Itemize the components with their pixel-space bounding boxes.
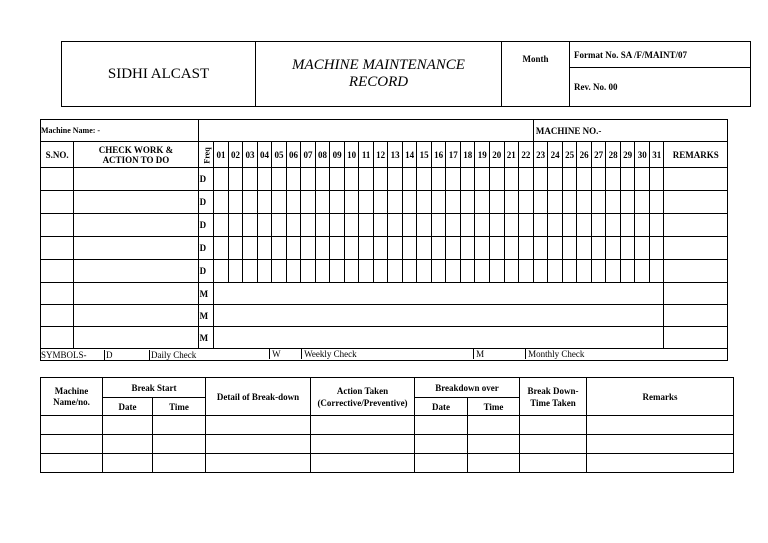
day-check-cell[interactable] <box>519 191 534 214</box>
day-check-cell[interactable] <box>402 214 417 237</box>
action-taken-header <box>311 378 415 416</box>
day-check-cell[interactable] <box>446 237 461 260</box>
day-check-cell[interactable] <box>577 214 592 237</box>
day-check-cell[interactable] <box>431 214 446 237</box>
remarks-header: REMARKS <box>664 142 728 168</box>
day-check-cell[interactable] <box>649 260 664 283</box>
break-start-date-header: Date <box>103 398 153 416</box>
day-check-cell[interactable] <box>635 191 650 214</box>
day-check-cell[interactable] <box>272 168 287 191</box>
sno-cell[interactable] <box>41 168 74 191</box>
day-check-cell[interactable] <box>562 168 577 191</box>
day-check-cell[interactable] <box>359 191 374 214</box>
day-check-cell[interactable] <box>228 214 243 237</box>
day-check-cell[interactable] <box>315 260 330 283</box>
day-check-cell[interactable] <box>489 260 504 283</box>
machine-name-header-line2: Name/no. <box>53 396 90 407</box>
day-check-cell[interactable] <box>489 191 504 214</box>
day-check-cell[interactable] <box>460 237 475 260</box>
record-title <box>256 42 502 107</box>
day-header: 16 <box>431 142 446 168</box>
day-check-cell[interactable] <box>243 214 258 237</box>
day-check-cell[interactable] <box>548 237 563 260</box>
day-check-cell[interactable] <box>606 191 621 214</box>
day-check-cell[interactable] <box>315 168 330 191</box>
machine-name-label: Machine Name: - <box>41 120 199 142</box>
remarks-cell[interactable] <box>664 260 728 283</box>
freq-cell: M <box>198 327 214 349</box>
day-check-cell[interactable] <box>591 260 606 283</box>
day-check-cell[interactable] <box>344 214 359 237</box>
day-check-cell[interactable] <box>388 214 403 237</box>
day-check-cell[interactable] <box>344 260 359 283</box>
day-check-cell[interactable] <box>606 168 621 191</box>
day-check-cell[interactable] <box>606 237 621 260</box>
break-start-header: Break Start <box>103 378 206 398</box>
day-check-cell[interactable] <box>257 168 272 191</box>
remarks-cell[interactable] <box>664 283 728 305</box>
day-check-cell[interactable] <box>562 237 577 260</box>
day-check-cell[interactable] <box>402 191 417 214</box>
day-header: 21 <box>504 142 519 168</box>
day-check-cell[interactable] <box>635 168 650 191</box>
day-check-cell[interactable] <box>620 260 635 283</box>
symbol-weekly-check: Weekly Check <box>301 349 357 359</box>
freq-cell: D <box>198 191 214 214</box>
checklist-row <box>41 283 728 305</box>
day-check-cell[interactable] <box>533 260 548 283</box>
freq-cell: D <box>198 214 214 237</box>
day-check-cell[interactable] <box>214 168 229 191</box>
day-check-cell[interactable] <box>620 191 635 214</box>
checklist-row <box>41 237 728 260</box>
day-check-cell[interactable] <box>475 214 490 237</box>
day-check-cell[interactable] <box>519 168 534 191</box>
day-header: 10 <box>344 142 359 168</box>
day-check-cell[interactable] <box>446 214 461 237</box>
day-check-cell[interactable] <box>402 260 417 283</box>
day-check-cell[interactable] <box>301 191 316 214</box>
day-check-cell[interactable] <box>243 168 258 191</box>
day-check-cell[interactable] <box>533 168 548 191</box>
day-header: 01 <box>214 142 229 168</box>
symbols-legend <box>41 349 728 361</box>
day-check-cell[interactable] <box>315 214 330 237</box>
day-header: 22 <box>519 142 534 168</box>
sno-cell[interactable] <box>41 283 74 305</box>
day-check-cell[interactable] <box>475 260 490 283</box>
day-check-cell[interactable] <box>417 237 432 260</box>
day-check-cell[interactable] <box>359 214 374 237</box>
day-check-cell[interactable] <box>620 214 635 237</box>
day-check-cell[interactable] <box>214 191 229 214</box>
monthly-check-cell[interactable] <box>214 305 664 327</box>
day-check-cell[interactable] <box>548 214 563 237</box>
day-check-cell[interactable] <box>257 237 272 260</box>
day-header: 14 <box>402 142 417 168</box>
day-check-cell[interactable] <box>373 260 388 283</box>
day-check-cell[interactable] <box>475 168 490 191</box>
day-check-cell[interactable] <box>519 214 534 237</box>
day-check-cell[interactable] <box>606 260 621 283</box>
day-check-cell[interactable] <box>504 214 519 237</box>
symbols-label: SYMBOLS- <box>41 349 87 360</box>
day-header: 08 <box>315 142 330 168</box>
check-work-cell[interactable] <box>74 305 198 327</box>
action-taken-header-line1: Action Taken <box>336 385 389 396</box>
day-check-cell[interactable] <box>591 168 606 191</box>
day-check-cell[interactable] <box>591 214 606 237</box>
day-check-cell[interactable] <box>577 237 592 260</box>
day-check-cell[interactable] <box>504 237 519 260</box>
day-check-cell[interactable] <box>228 237 243 260</box>
remarks-cell[interactable] <box>664 168 728 191</box>
day-check-cell[interactable] <box>649 214 664 237</box>
check-work-header <box>74 142 198 168</box>
remarks-cell[interactable] <box>664 327 728 349</box>
day-check-cell[interactable] <box>359 237 374 260</box>
day-check-cell[interactable] <box>475 191 490 214</box>
maintenance-checklist <box>40 119 728 361</box>
day-check-cell[interactable] <box>577 191 592 214</box>
day-check-cell[interactable] <box>344 237 359 260</box>
day-check-cell[interactable] <box>286 237 301 260</box>
day-check-cell[interactable] <box>417 260 432 283</box>
day-check-cell[interactable] <box>330 260 345 283</box>
breakdown-row <box>41 435 734 454</box>
day-check-cell[interactable] <box>388 260 403 283</box>
day-check-cell[interactable] <box>460 260 475 283</box>
day-check-cell[interactable] <box>489 214 504 237</box>
month-label: Month <box>502 42 570 107</box>
action-taken-header-line2: (Corrective/Preventive) <box>317 397 408 408</box>
day-header: 19 <box>475 142 490 168</box>
check-work-cell[interactable] <box>74 168 198 191</box>
symbol-d: D <box>106 349 113 360</box>
day-check-cell[interactable] <box>562 191 577 214</box>
check-work-cell[interactable] <box>74 214 198 237</box>
sno-cell[interactable] <box>41 214 74 237</box>
day-check-cell[interactable] <box>214 237 229 260</box>
day-header: 09 <box>330 142 345 168</box>
day-check-cell[interactable] <box>460 214 475 237</box>
remarks-cell[interactable] <box>664 214 728 237</box>
day-check-cell[interactable] <box>330 191 345 214</box>
day-header: 24 <box>548 142 563 168</box>
day-header: 27 <box>591 142 606 168</box>
day-check-cell[interactable] <box>504 260 519 283</box>
day-check-cell[interactable] <box>649 168 664 191</box>
day-check-cell[interactable] <box>649 191 664 214</box>
day-check-cell[interactable] <box>446 191 461 214</box>
day-check-cell[interactable] <box>301 214 316 237</box>
checklist-column-headers <box>41 142 728 168</box>
day-check-cell[interactable] <box>330 237 345 260</box>
breakdown-row <box>41 416 734 435</box>
day-check-cell[interactable] <box>417 168 432 191</box>
day-header: 20 <box>489 142 504 168</box>
day-header: 18 <box>460 142 475 168</box>
day-header: 12 <box>373 142 388 168</box>
day-check-cell[interactable] <box>243 237 258 260</box>
symbol-m: M <box>473 349 484 359</box>
day-check-cell[interactable] <box>489 237 504 260</box>
sno-cell[interactable] <box>41 237 74 260</box>
day-check-cell[interactable] <box>315 237 330 260</box>
day-header: 17 <box>446 142 461 168</box>
breakdown-table <box>40 377 734 473</box>
monthly-check-cell[interactable] <box>214 327 664 349</box>
sno-cell[interactable] <box>41 191 74 214</box>
downtime-header <box>520 378 587 416</box>
day-check-cell[interactable] <box>548 191 563 214</box>
day-check-cell[interactable] <box>243 191 258 214</box>
day-check-cell[interactable] <box>417 214 432 237</box>
day-check-cell[interactable] <box>519 237 534 260</box>
day-header: 13 <box>388 142 403 168</box>
day-check-cell[interactable] <box>286 214 301 237</box>
day-check-cell[interactable] <box>431 168 446 191</box>
day-check-cell[interactable] <box>562 260 577 283</box>
downtime-header-line2: Time Taken <box>530 397 576 408</box>
day-check-cell[interactable] <box>214 260 229 283</box>
day-check-cell[interactable] <box>301 260 316 283</box>
day-check-cell[interactable] <box>649 237 664 260</box>
day-header: 15 <box>417 142 432 168</box>
day-check-cell[interactable] <box>533 191 548 214</box>
day-check-cell[interactable] <box>562 214 577 237</box>
day-check-cell[interactable] <box>330 168 345 191</box>
day-check-cell[interactable] <box>228 260 243 283</box>
sno-cell[interactable] <box>41 305 74 327</box>
day-header: 05 <box>272 142 287 168</box>
day-check-cell[interactable] <box>591 237 606 260</box>
day-check-cell[interactable] <box>620 237 635 260</box>
detail-header: Detail of Break-down <box>206 378 311 416</box>
day-check-cell[interactable] <box>272 237 287 260</box>
checklist-row <box>41 191 728 214</box>
day-check-cell[interactable] <box>272 191 287 214</box>
machine-no-label: MACHINE NO.- <box>533 120 727 142</box>
day-check-cell[interactable] <box>431 260 446 283</box>
day-check-cell[interactable] <box>460 168 475 191</box>
day-check-cell[interactable] <box>373 214 388 237</box>
day-check-cell[interactable] <box>301 168 316 191</box>
record-title-line1: MACHINE MAINTENANCE <box>292 57 465 73</box>
day-check-cell[interactable] <box>344 191 359 214</box>
day-check-cell[interactable] <box>548 168 563 191</box>
breakdown-over-header: Breakdown over <box>415 378 520 398</box>
day-header: 07 <box>301 142 316 168</box>
break-start-time-header: Time <box>153 398 206 416</box>
freq-cell: D <box>198 168 214 191</box>
check-work-header-line1: CHECK WORK & <box>98 144 174 155</box>
symbol-monthly-check: Monthly Check <box>525 349 584 359</box>
freq-cell: M <box>198 283 214 305</box>
remarks-cell[interactable] <box>664 305 728 327</box>
day-check-cell[interactable] <box>373 237 388 260</box>
sno-header: S.NO. <box>41 142 74 168</box>
company-name: SIDHI ALCAST <box>62 42 256 107</box>
day-check-cell[interactable] <box>577 260 592 283</box>
revision-number: Rev. No. 00 <box>570 68 751 107</box>
day-check-cell[interactable] <box>475 237 490 260</box>
monthly-check-cell[interactable] <box>214 283 664 305</box>
day-check-cell[interactable] <box>533 214 548 237</box>
day-check-cell[interactable] <box>519 260 534 283</box>
day-check-cell[interactable] <box>606 214 621 237</box>
day-check-cell[interactable] <box>373 168 388 191</box>
freq-cell: D <box>198 237 214 260</box>
day-check-cell[interactable] <box>431 191 446 214</box>
day-check-cell[interactable] <box>257 191 272 214</box>
day-check-cell[interactable] <box>620 168 635 191</box>
day-header: 23 <box>533 142 548 168</box>
remarks-header: Remarks <box>587 378 734 416</box>
check-work-cell[interactable] <box>74 283 198 305</box>
form-header <box>61 41 751 107</box>
day-check-cell[interactable] <box>446 260 461 283</box>
day-check-cell[interactable] <box>388 168 403 191</box>
sno-cell[interactable] <box>41 260 74 283</box>
day-header: 29 <box>620 142 635 168</box>
day-header: 06 <box>286 142 301 168</box>
day-check-cell[interactable] <box>577 168 592 191</box>
day-check-cell[interactable] <box>533 237 548 260</box>
check-work-cell[interactable] <box>74 260 198 283</box>
day-check-cell[interactable] <box>635 260 650 283</box>
day-header: 31 <box>649 142 664 168</box>
sno-cell[interactable] <box>41 327 74 349</box>
day-check-cell[interactable] <box>228 168 243 191</box>
breakdown-row <box>41 454 734 473</box>
machine-name-header-line1: Machine <box>54 385 89 396</box>
day-check-cell[interactable] <box>344 168 359 191</box>
day-check-cell[interactable] <box>388 191 403 214</box>
day-check-cell[interactable] <box>373 191 388 214</box>
check-work-cell[interactable] <box>74 237 198 260</box>
day-check-cell[interactable] <box>635 214 650 237</box>
check-work-cell[interactable] <box>74 191 198 214</box>
breakdown-over-date-header: Date <box>415 398 468 416</box>
freq-cell: D <box>198 260 214 283</box>
downtime-header-line1: Break Down- <box>527 385 579 396</box>
freq-cell: M <box>198 305 214 327</box>
day-check-cell[interactable] <box>548 260 563 283</box>
day-check-cell[interactable] <box>460 191 475 214</box>
day-check-cell[interactable] <box>330 214 345 237</box>
checklist-row <box>41 305 728 327</box>
day-check-cell[interactable] <box>431 237 446 260</box>
day-check-cell[interactable] <box>228 191 243 214</box>
day-header: 11 <box>359 142 374 168</box>
day-check-cell[interactable] <box>446 168 461 191</box>
day-check-cell[interactable] <box>402 168 417 191</box>
day-check-cell[interactable] <box>301 237 316 260</box>
remarks-cell[interactable] <box>664 237 728 260</box>
day-check-cell[interactable] <box>286 260 301 283</box>
format-number: Format No. SA /F/MAINT/07 <box>570 42 751 68</box>
symbol-w: W <box>269 349 281 359</box>
day-check-cell[interactable] <box>257 260 272 283</box>
day-header: 30 <box>635 142 650 168</box>
day-check-cell[interactable] <box>286 168 301 191</box>
machine-name-header <box>41 378 103 416</box>
day-header: 03 <box>243 142 258 168</box>
checklist-row <box>41 214 728 237</box>
checklist-row <box>41 168 728 191</box>
checklist-row <box>41 260 728 283</box>
day-header: 25 <box>562 142 577 168</box>
day-header: 28 <box>606 142 621 168</box>
day-check-cell[interactable] <box>591 191 606 214</box>
check-work-cell[interactable] <box>74 327 198 349</box>
day-header: 02 <box>228 142 243 168</box>
day-check-cell[interactable] <box>402 237 417 260</box>
day-header: 04 <box>257 142 272 168</box>
freq-header: Freq <box>202 146 212 164</box>
day-check-cell[interactable] <box>359 168 374 191</box>
day-check-cell[interactable] <box>635 237 650 260</box>
day-check-cell[interactable] <box>504 168 519 191</box>
day-check-cell[interactable] <box>388 237 403 260</box>
day-check-cell[interactable] <box>214 214 229 237</box>
day-check-cell[interactable] <box>272 260 287 283</box>
day-check-cell[interactable] <box>359 260 374 283</box>
day-check-cell[interactable] <box>257 214 272 237</box>
day-header: 26 <box>577 142 592 168</box>
day-check-cell[interactable] <box>489 168 504 191</box>
checklist-row <box>41 327 728 349</box>
breakdown-over-time-header: Time <box>468 398 520 416</box>
symbol-daily-check: Daily Check <box>151 349 197 360</box>
day-check-cell[interactable] <box>243 260 258 283</box>
day-check-cell[interactable] <box>417 191 432 214</box>
day-check-cell[interactable] <box>286 191 301 214</box>
remarks-cell[interactable] <box>664 191 728 214</box>
day-check-cell[interactable] <box>315 191 330 214</box>
day-check-cell[interactable] <box>272 214 287 237</box>
check-work-header-line2: ACTION TO DO <box>102 154 170 165</box>
day-check-cell[interactable] <box>504 191 519 214</box>
record-title-line2: RECORD <box>348 74 409 90</box>
